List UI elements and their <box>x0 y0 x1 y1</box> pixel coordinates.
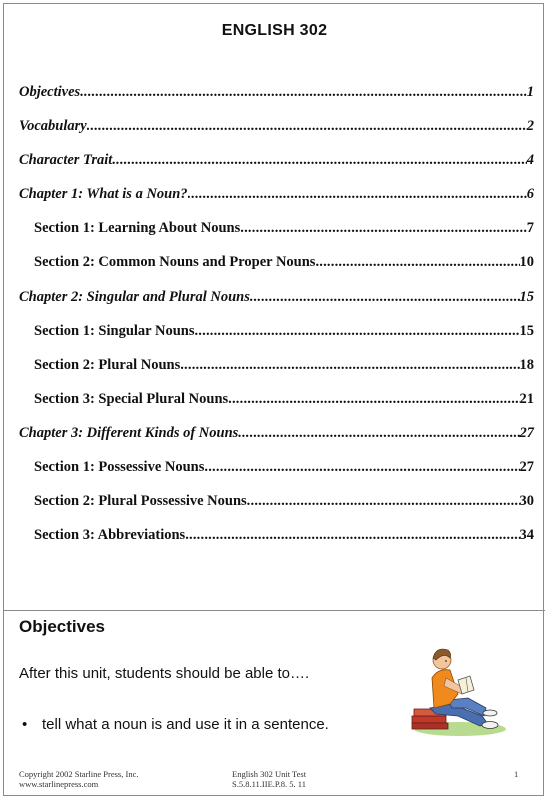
toc-label: Section 2: Plural Possessive Nouns <box>34 493 247 509</box>
toc-page-number: 27 <box>519 425 534 441</box>
toc-entry-chapter-1[interactable] <box>19 186 534 203</box>
toc-leader <box>185 527 519 544</box>
toc-entry-ch1-section-1[interactable] <box>34 220 534 237</box>
toc-page-number: 4 <box>526 152 534 168</box>
toc-entry-ch3-section-3[interactable] <box>34 527 534 544</box>
toc-label: Chapter 3: Different Kinds of Nouns <box>19 425 239 441</box>
toc-page-number: 6 <box>526 186 534 202</box>
toc-leader <box>250 289 520 306</box>
toc-entry-ch3-section-1[interactable] <box>34 459 534 476</box>
toc-label: Objectives <box>19 84 81 100</box>
toc-leader <box>188 186 527 203</box>
toc-page-number: 7 <box>526 220 534 236</box>
toc-label: Section 3: Abbreviations <box>34 527 186 543</box>
toc-leader <box>87 118 527 135</box>
toc-leader <box>238 425 519 442</box>
toc-label: Section 1: Singular Nouns <box>34 323 195 339</box>
toc-entry-ch2-section-1[interactable] <box>34 323 534 340</box>
toc-entry-character-trait[interactable] <box>19 152 534 169</box>
toc-entry-chapter-2[interactable] <box>19 289 534 306</box>
toc-entry-vocabulary[interactable] <box>19 118 534 135</box>
page-title: ENGLISH 302 <box>221 22 328 39</box>
footer-left <box>19 769 138 789</box>
footer-page-number: 1 <box>514 769 519 779</box>
objective-bullet-text: tell what a noun is and use it in a sentence. <box>42 716 329 733</box>
toc-page-number: 21 <box>519 391 534 407</box>
toc-entry-objectives[interactable] <box>19 84 534 101</box>
toc-label: Section 1: Learning About Nouns <box>34 220 241 236</box>
student-reading-illustration <box>408 638 506 738</box>
toc-page-number: 30 <box>519 493 534 509</box>
footer-copyright: Copyright 2002 Starline Press, Inc. <box>19 769 139 779</box>
toc-leader <box>204 459 519 476</box>
toc-leader <box>315 254 519 271</box>
toc-label: Character Trait <box>19 152 113 168</box>
toc-label: Chapter 2: Singular and Plural Nouns <box>19 289 250 305</box>
toc-label: Section 2: Common Nouns and Proper Nouns <box>34 254 316 270</box>
toc-leader <box>247 493 520 510</box>
toc-label: Section 1: Possessive Nouns <box>34 459 205 475</box>
toc-page-number: 2 <box>526 118 534 134</box>
toc-label: Section 2: Plural Nouns <box>34 357 181 373</box>
toc-entry-ch3-section-2[interactable] <box>34 493 534 510</box>
toc-page-number: 34 <box>519 527 534 543</box>
toc-label: Vocabulary <box>19 118 87 134</box>
toc-page-number: 15 <box>519 323 534 339</box>
toc-label: Chapter 1: What is a Noun? <box>19 186 188 202</box>
footer-website[interactable]: www.starlinepress.com <box>19 779 99 789</box>
footer-standards: S.5.8.11.IIE.P.8. 5. 11 <box>232 779 306 789</box>
toc-entry-chapter-3[interactable] <box>19 425 534 442</box>
document-page <box>3 3 544 796</box>
toc-leader <box>240 220 526 237</box>
objectives-intro: After this unit, students should be able to…. <box>19 665 310 682</box>
toc-entry-ch2-section-3[interactable] <box>34 391 534 408</box>
toc-leader <box>80 84 527 101</box>
footer-unit-test: English 302 Unit Test <box>232 769 307 779</box>
bullet-icon: • <box>22 716 28 733</box>
objective-bullet-item <box>22 716 329 733</box>
toc-page-number: 1 <box>526 84 534 100</box>
toc-page-number: 27 <box>519 459 534 475</box>
toc-leader <box>180 357 519 374</box>
toc-leader <box>112 152 526 169</box>
toc-leader <box>194 323 519 340</box>
toc-page-number: 10 <box>519 254 534 270</box>
toc-label: Section 3: Special Plural Nouns <box>34 391 229 407</box>
objectives-heading: Objectives <box>19 617 105 636</box>
section-divider <box>4 610 545 611</box>
toc-entry-ch1-section-2[interactable] <box>34 254 534 271</box>
toc-leader <box>228 391 519 408</box>
toc-page-number: 15 <box>519 289 534 305</box>
toc-entry-ch2-section-2[interactable] <box>34 357 534 374</box>
footer-center <box>232 769 306 789</box>
toc-page-number: 18 <box>519 357 534 373</box>
